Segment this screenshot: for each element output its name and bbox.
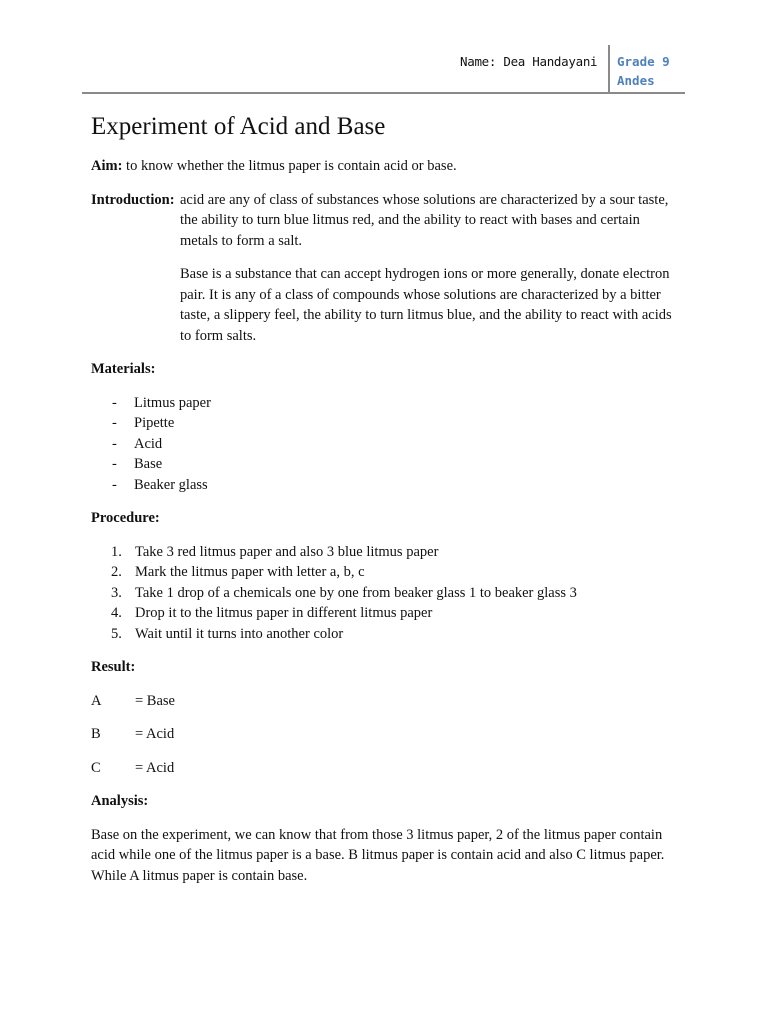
- list-item: [91, 583, 681, 604]
- analysis-label: Analysis:: [91, 793, 149, 809]
- list-dash: -: [112, 435, 117, 452]
- document-body: [91, 111, 681, 899]
- result-key: A: [91, 692, 102, 709]
- step-text: Drop it to the litmus paper in different litmus paper: [135, 605, 433, 621]
- list-item: [91, 475, 681, 496]
- document-title: Experiment of Acid and Base: [91, 113, 386, 140]
- list-dash: -: [112, 476, 117, 493]
- result-value: = Acid: [135, 759, 175, 776]
- list-dash: -: [112, 394, 117, 411]
- result-value: = Acid: [135, 726, 175, 742]
- material-item: Litmus paper: [134, 394, 211, 411]
- step-number: 5.: [111, 625, 122, 642]
- class-label: Andes: [617, 73, 655, 88]
- result-row: [91, 691, 681, 712]
- step-text: Take 3 red litmus paper and also 3 blue litmus paper: [135, 543, 439, 560]
- grade-label: Grade 9: [617, 54, 670, 69]
- result-key: C: [91, 759, 101, 776]
- list-item: [91, 393, 681, 414]
- list-item: [91, 413, 681, 434]
- student-name: Name: Dea Handayani: [460, 54, 598, 69]
- step-number: 3.: [111, 584, 122, 601]
- list-item: [91, 454, 681, 475]
- list-dash: -: [112, 456, 117, 472]
- material-item: Pipette: [134, 415, 175, 431]
- step-number: 2.: [111, 564, 122, 580]
- header-vertical-divider: [608, 45, 610, 93]
- result-label: Result:: [91, 659, 136, 675]
- materials-list: [91, 393, 681, 496]
- result-value: = Base: [135, 692, 175, 709]
- header-horizontal-rule: [82, 92, 685, 94]
- step-number: 4.: [111, 605, 122, 621]
- procedure-label: Procedure:: [91, 510, 160, 526]
- list-item: [91, 542, 681, 563]
- introduction-section: [91, 190, 681, 252]
- step-number: 1.: [111, 543, 122, 560]
- step-text: Wait until it turns into another color: [135, 625, 344, 642]
- procedure-list: [91, 542, 681, 645]
- list-item: [91, 624, 681, 645]
- list-dash: -: [112, 415, 117, 431]
- material-item: Acid: [134, 435, 163, 452]
- list-item: [91, 562, 681, 583]
- grade-block: [617, 52, 670, 90]
- result-row: [91, 758, 681, 779]
- material-item: Beaker glass: [134, 476, 208, 493]
- introduction-label: Introduction:: [91, 191, 175, 208]
- aim-section: [91, 156, 681, 177]
- result-key: B: [91, 726, 101, 742]
- materials-label: Materials:: [91, 361, 156, 377]
- result-row: [91, 724, 681, 745]
- list-item: [91, 434, 681, 455]
- step-text: Take 1 drop of a chemicals one by one from beaker glass 1 to beaker glass 3: [135, 584, 577, 601]
- aim-label: Aim:: [91, 158, 123, 174]
- step-text: Mark the litmus paper with letter a, b, c: [135, 564, 365, 580]
- aim-text: to know whether the litmus paper is contain acid or base.: [122, 158, 457, 174]
- list-item: [91, 603, 681, 624]
- analysis-text: Base on the experiment, we can know that from those 3 litmus paper, 2 of the litmus paper contain acid while one of the litmus paper is a base. B litmus paper is contain acid and also C litmus paper. While A litmus paper is contain base.: [91, 826, 665, 884]
- material-item: Base: [134, 456, 163, 472]
- page-header: [0, 45, 768, 95]
- introduction-base-text: Base is a substance that can accept hydrogen ions or more generally, donate electron pair. It is any of a class of compounds whose solutions are characterized by a bitter taste, a slippery feel, the ability to turn litmus blue, and the ability to react with acids to form salts.: [180, 266, 672, 344]
- introduction-acid-text: acid are any of class of substances whose solutions are characterized by a sour taste, the ability to turn blue litmus red, and the ability to react with bases and certain metals to form a salt.: [180, 191, 669, 249]
